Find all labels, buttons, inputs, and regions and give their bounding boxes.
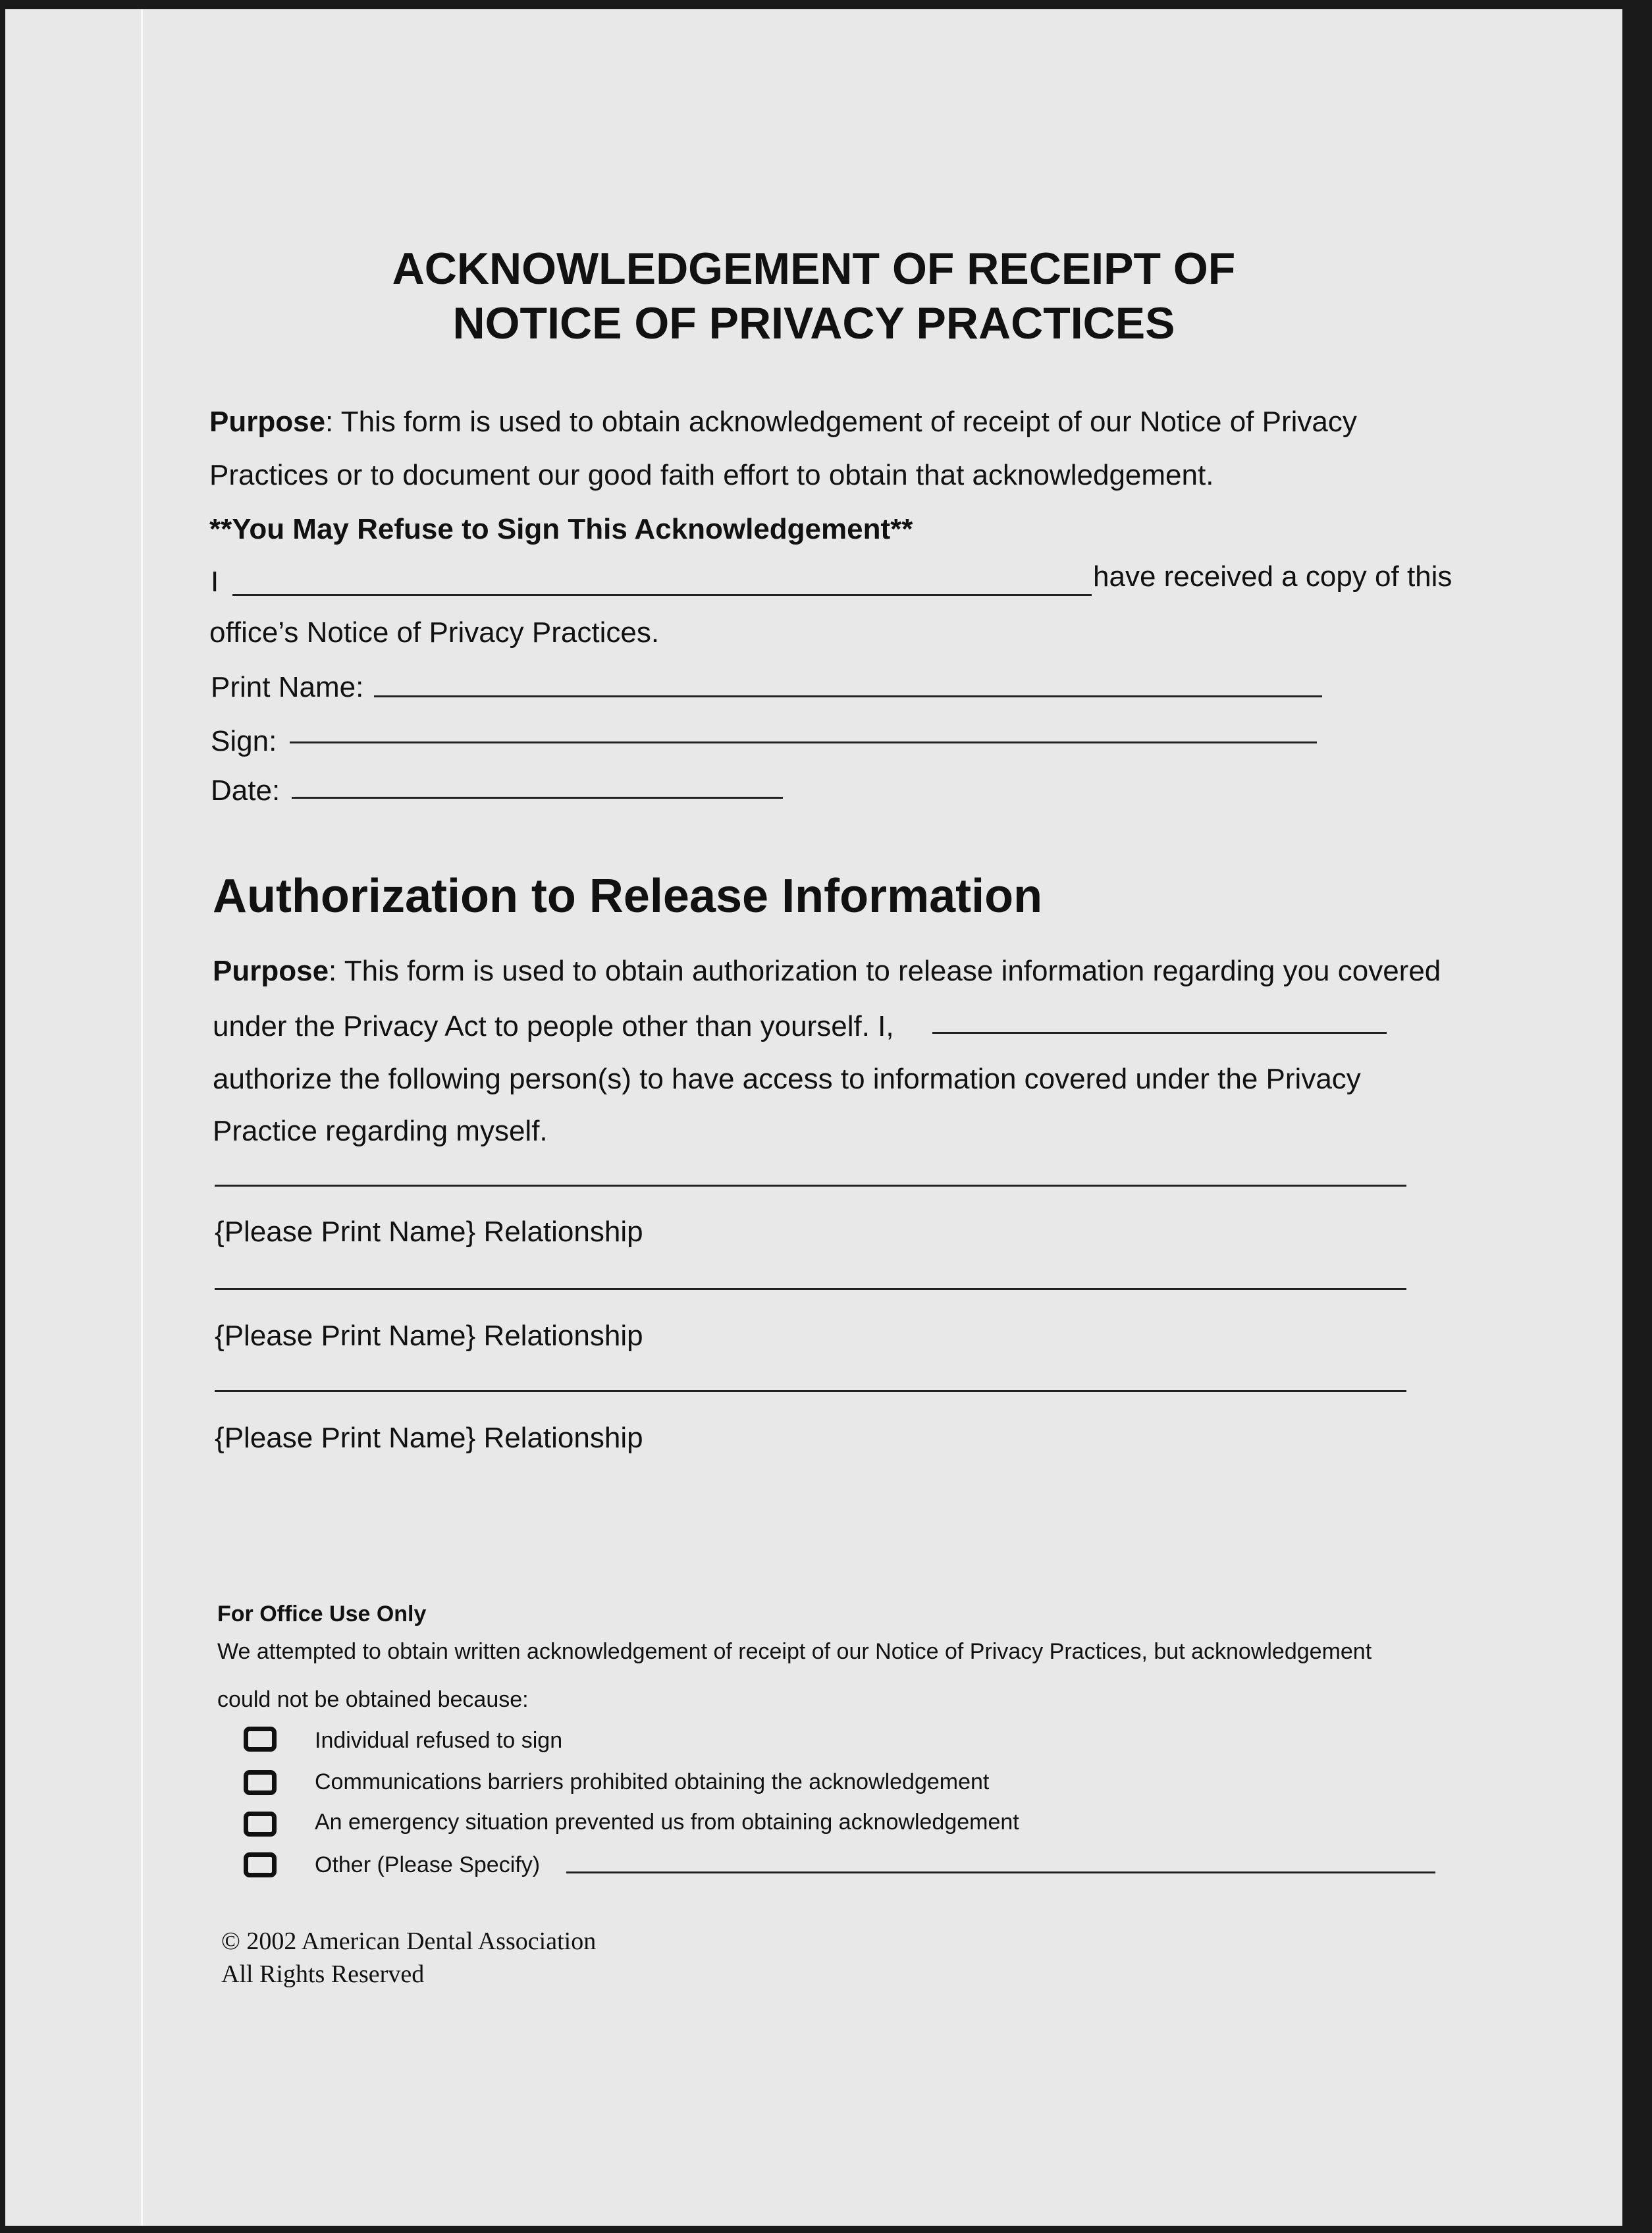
received-text-2: office’s Notice of Privacy Practices.	[209, 616, 660, 649]
checkbox-emergency[interactable]	[244, 1812, 277, 1837]
checkbox-other[interactable]	[244, 1852, 277, 1877]
option-label-refused: Individual refused to sign	[315, 1728, 563, 1753]
option-label-other: Other (Please Specify)	[315, 1852, 541, 1877]
title-line-2: NOTICE OF PRIVACY PRACTICES	[452, 298, 1175, 348]
office-text-1: We attempted to obtain written acknowledgement of receipt of our Notice of Privacy Practices, but acknowledgement	[217, 1639, 1372, 1664]
sign-line[interactable]	[290, 741, 1317, 743]
auth-text-2: under the Privacy Act to people other than yourself. I,	[213, 1010, 894, 1042]
ack-purpose-text: : This form is used to obtain acknowledgement of receipt of our Notice of Privacy	[325, 406, 1357, 438]
ack-purpose-line-2: Practices or to document our good faith effort to obtain that acknowledgement.	[209, 459, 1214, 491]
office-use-heading: For Office Use Only	[217, 1601, 427, 1627]
auth-purpose-label: Purpose	[213, 955, 329, 987]
person-label-3: {Please Print Name} Relationship	[215, 1422, 643, 1454]
ack-purpose-label: Purpose	[209, 406, 326, 438]
person-label-1: {Please Print Name} Relationship	[215, 1216, 643, 1248]
auth-text-4: Practice regarding myself.	[213, 1115, 548, 1147]
ack-purpose-line-1	[209, 406, 1357, 439]
print-name-label: Print Name:	[211, 671, 364, 703]
checkbox-communication[interactable]	[244, 1770, 277, 1795]
person-line-2[interactable]	[215, 1288, 1406, 1290]
auth-purpose-text: : This form is used to obtain authorization to release information regarding you covered	[329, 955, 1441, 987]
authorization-heading: Authorization to Release Information	[213, 870, 1043, 923]
received-text: have received a copy of this	[1093, 560, 1452, 593]
auth-text-3: authorize the following person(s) to have access to information covered under the Privacy	[213, 1063, 1361, 1095]
i-label: I	[211, 566, 219, 598]
person-line-3[interactable]	[215, 1390, 1406, 1392]
person-line-1[interactable]	[215, 1185, 1406, 1187]
title-line-1: ACKNOWLEDGEMENT OF RECEIPT OF	[392, 244, 1236, 294]
auth-self-name-line[interactable]	[932, 1032, 1387, 1034]
sign-label: Sign:	[211, 725, 277, 757]
print-name-line[interactable]	[374, 695, 1322, 697]
document-page	[5, 9, 1622, 2226]
person-label-2: {Please Print Name} Relationship	[215, 1320, 643, 1352]
recipient-name-line[interactable]	[232, 594, 1092, 596]
date-label: Date:	[211, 774, 280, 807]
rights-reserved: All Rights Reserved	[221, 1960, 425, 1988]
office-text-2: could not be obtained because:	[217, 1687, 529, 1712]
auth-purpose-line-1	[213, 955, 1441, 988]
option-label-emergency: An emergency situation prevented us from obtaining acknowledgement	[315, 1810, 1019, 1835]
copyright: © 2002 American Dental Association	[221, 1927, 597, 1955]
refuse-notice: **You May Refuse to Sign This Acknowledgement**	[209, 513, 913, 545]
option-label-communication: Communications barriers prohibited obtaining the acknowledgement	[315, 1769, 990, 1794]
checkbox-refused[interactable]	[244, 1727, 277, 1752]
other-specify-line[interactable]	[566, 1871, 1435, 1873]
date-line[interactable]	[292, 797, 783, 799]
